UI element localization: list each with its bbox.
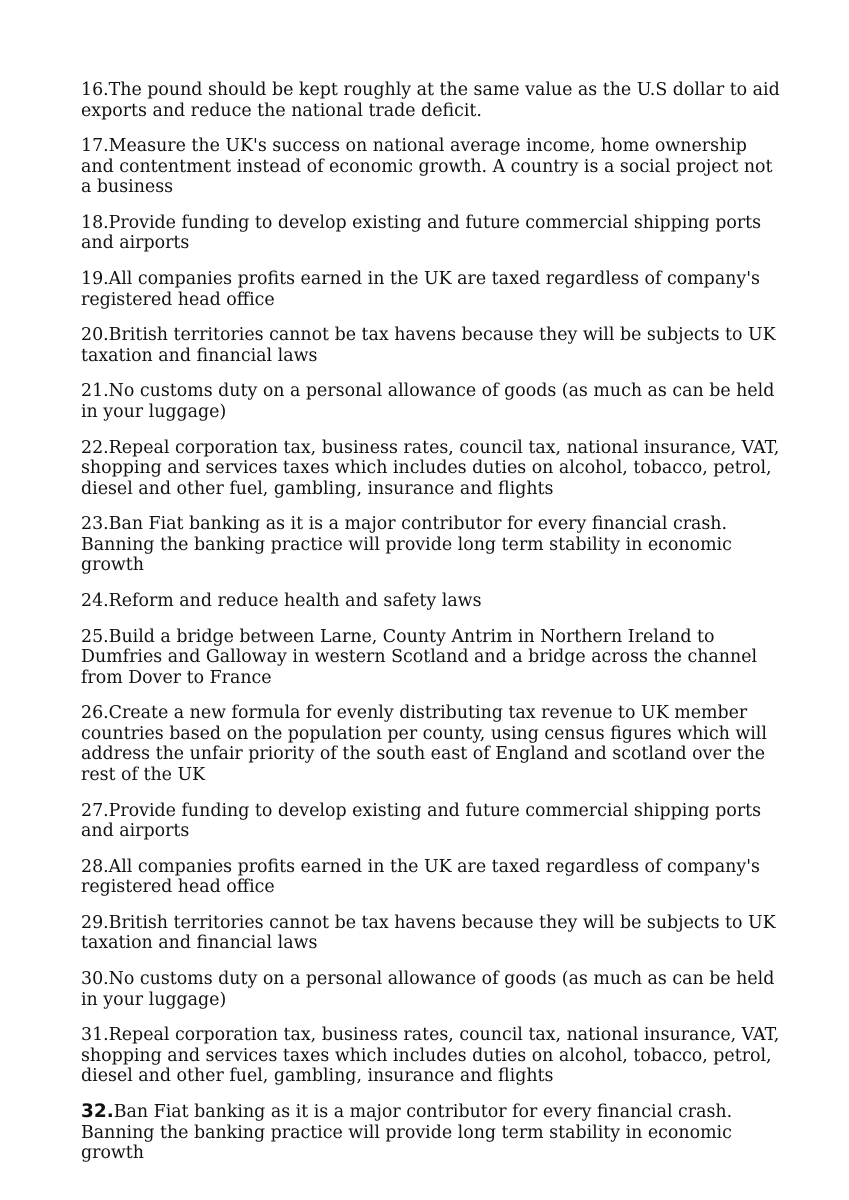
- item-number: 28.: [81, 856, 109, 877]
- item-text: Build a bridge between Larne, County Antrim in Northern Ireland to Dumfries and Galloway in western Scotland and a bridge across the channel from Dover to France: [81, 626, 758, 688]
- item-number: 21.: [81, 381, 109, 402]
- list-item: [81, 514, 781, 576]
- item-text: Provide funding to develop existing and future commercial shipping ports and airports: [81, 212, 762, 254]
- item-number: 16.: [81, 80, 109, 100]
- list-item: [81, 80, 781, 121]
- item-number: 25.: [81, 626, 109, 647]
- item-text: Ban Fiat banking as it is a major contributor for every financial crash. Banning the banking practice will provide long term stability in economic growth: [81, 1102, 733, 1163]
- item-number: 22.: [81, 437, 109, 458]
- item-number: 24.: [81, 591, 109, 611]
- item-number: 32.: [81, 1101, 114, 1122]
- item-number: 31.: [81, 1025, 109, 1046]
- item-text: Repeal corporation tax, business rates, council tax, national insurance, VAT, shopping and services taxes which includes duties on alcohol, tobacco, petrol, diesel and other fuel, gambling, insurance and flights: [81, 437, 780, 499]
- list-item: [81, 969, 781, 1010]
- item-text: Create a new formula for evenly distributing tax revenue to UK member countries based on the population per county, using census figures which will address the unfair priority of the south east of England and scotland over the rest of the UK: [81, 703, 767, 785]
- item-text: Measure the UK's success on national average income, home ownership and contentment instead of economic growth. A country is a social project not a business: [81, 136, 773, 198]
- item-text: All companies profits earned in the UK are taxed regardless of company's registered head office: [81, 269, 760, 310]
- item-text: Provide funding to develop existing and future commercial shipping ports and airports: [81, 800, 762, 842]
- item-text: Reform and reduce health and safety laws: [108, 591, 482, 611]
- item-text: British territories cannot be tax havens because they will be subjects to UK taxation and financial laws: [81, 912, 776, 954]
- list-item: [81, 801, 781, 842]
- list-item: [81, 213, 781, 254]
- item-number: 30.: [81, 969, 109, 990]
- item-text: Ban Fiat banking as it is a major contributor for every financial crash. Banning the banking practice will provide long term stability in economic growth: [81, 514, 732, 576]
- list-item: [81, 627, 781, 689]
- list-item: [81, 913, 781, 954]
- item-number: 20.: [81, 325, 109, 346]
- list-item: [81, 269, 781, 310]
- item-text: No customs duty on a personal allowance of goods (as much as can be held in your luggage): [81, 381, 775, 422]
- item-number: 26.: [81, 703, 109, 724]
- item-text: British territories cannot be tax havens because they will be subjects to UK taxation and financial laws: [81, 325, 776, 366]
- item-number: 19.: [81, 269, 109, 290]
- document-page: [81, 80, 781, 1179]
- list-item: [81, 703, 781, 785]
- list-item: [81, 438, 781, 500]
- list-item: [81, 381, 781, 422]
- list-item: [81, 136, 781, 198]
- item-number: 29.: [81, 912, 109, 933]
- item-text: No customs duty on a personal allowance of goods (as much as can be held in your luggage): [81, 969, 775, 1010]
- list-item: [81, 591, 781, 612]
- item-text: The pound should be kept roughly at the same value as the U.S dollar to aid exports and reduce the national trade deficit.: [81, 80, 780, 121]
- list-item: [81, 857, 781, 898]
- item-text: Repeal corporation tax, business rates, council tax, national insurance, VAT, shopping and services taxes which includes duties on alcohol, tobacco, petrol, diesel and other fuel, gambling, insurance and flights: [81, 1025, 780, 1087]
- item-text: All companies profits earned in the UK are taxed regardless of company's registered head office: [81, 856, 760, 898]
- list-item: [81, 1102, 781, 1164]
- item-number: 17.: [81, 136, 109, 157]
- item-number: 27.: [81, 800, 109, 821]
- item-number: 23.: [81, 514, 109, 535]
- list-item: [81, 325, 781, 366]
- item-number: 18.: [81, 212, 109, 233]
- list-item: [81, 1025, 781, 1087]
